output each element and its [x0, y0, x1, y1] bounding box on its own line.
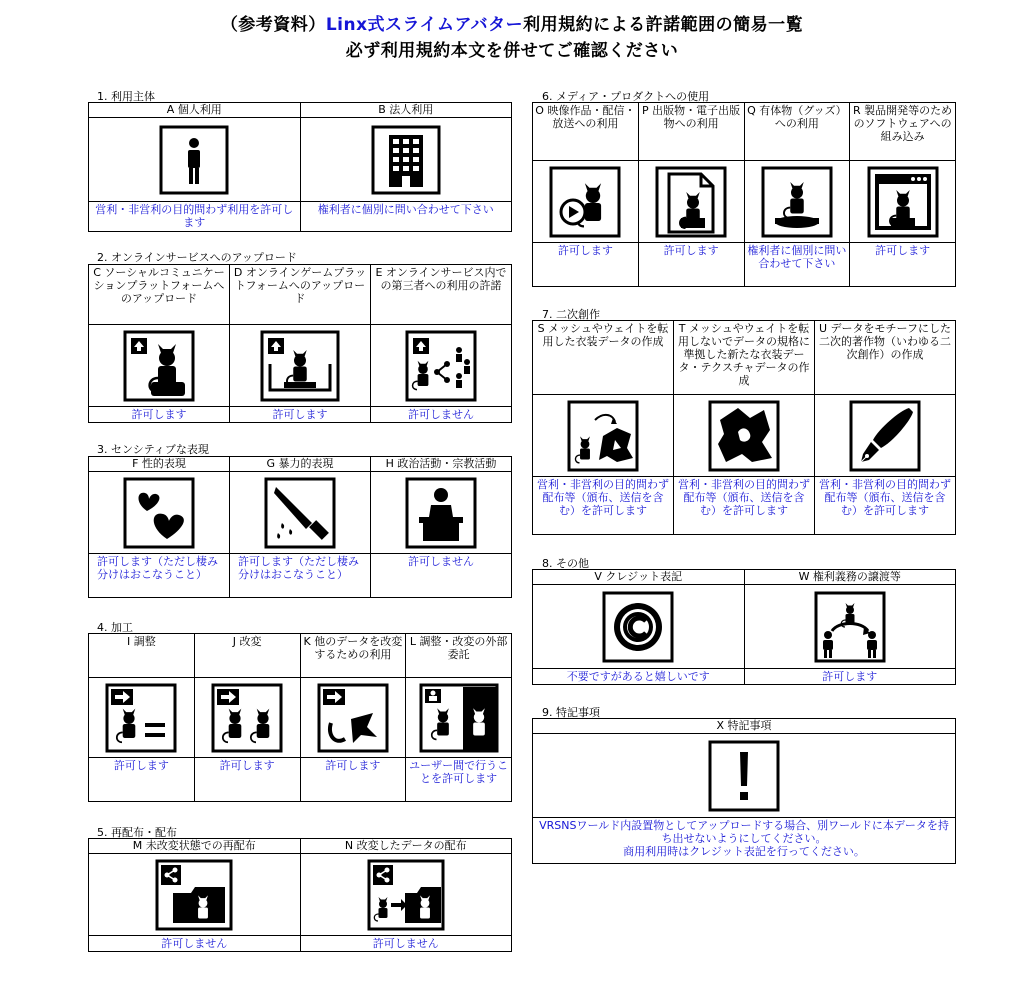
transfer-icon — [814, 591, 886, 663]
modify-icon — [211, 683, 283, 753]
answer-h: 許可しません — [371, 554, 512, 598]
answer-n: 許可しません — [300, 936, 512, 952]
upload-social-icon — [123, 330, 195, 402]
header-q: Q 有体物（グッズ）への利用 — [744, 103, 850, 161]
cat-to-shirt-icon — [567, 400, 639, 472]
speaker-podium-icon — [405, 477, 477, 549]
answer-v: 不要ですがあると嬉しいです — [533, 669, 745, 685]
answer-o: 許可します — [533, 243, 639, 287]
special-note-2: 商用利用時はクレジット表記を行ってください。 — [623, 845, 865, 858]
section-9-table — [532, 718, 956, 864]
answer-d: 許可します — [230, 407, 371, 423]
answer-k: 許可します — [300, 758, 406, 802]
section-2-title: 2. オンラインサービスへのアップロード — [97, 251, 297, 264]
answer-b: 権利者に個別に問い合わせて下さい — [300, 202, 512, 232]
software-window-icon — [867, 166, 939, 238]
answer-c: 許可します — [89, 407, 230, 423]
shirt-icon — [708, 400, 780, 472]
header-v: V クレジット表記 — [533, 570, 745, 585]
header-n: N 改変したデータの配布 — [300, 839, 512, 854]
header-w: W 権利義務の譲渡等 — [744, 570, 956, 585]
section-1-table — [88, 102, 512, 232]
section-5-table — [88, 838, 512, 952]
section-8-title: 8. その他 — [542, 557, 589, 570]
answer-s: 営利・非営利の目的問わず配布等（頒布、送信を含む）を許可します — [533, 477, 674, 535]
share-third-party-icon — [405, 330, 477, 402]
section-7-title: 7. 二次創作 — [542, 308, 600, 321]
header-j: J 改変 — [194, 634, 300, 678]
answer-f: 許可します（ただし棲み分けはおこなうこと） — [89, 554, 230, 598]
header-e: E オンラインサービス内での第三者への利用の許諾 — [371, 265, 512, 325]
answer-j: 許可します — [194, 758, 300, 802]
section-7-table — [532, 320, 956, 535]
header-b: B 法人利用 — [300, 103, 512, 118]
section-6-table — [532, 102, 956, 287]
section-3-table — [88, 456, 512, 598]
header-u: U データをモチーフにした二次的著作物（いわゆる二次創作）の作成 — [815, 321, 956, 395]
answer-e: 許可しません — [371, 407, 512, 423]
header-l: L 調整・改変の外部委託 — [406, 634, 512, 678]
outsource-icon — [419, 683, 499, 753]
page-subtitle: 必ず利用規約本文を併せてご確認ください — [345, 41, 679, 61]
video-play-icon — [549, 166, 621, 238]
header-p: P 出版物・電子出版物への利用 — [638, 103, 744, 161]
hearts-icon — [123, 477, 195, 549]
section-1-title: 1. 利用主体 — [97, 90, 155, 103]
header-d: D オンラインゲームプラットフォームへのアップロード — [230, 265, 371, 325]
building-icon — [371, 125, 441, 195]
answer-l: ユーザー間で行うことを許可します — [406, 758, 512, 802]
upload-game-icon — [260, 330, 340, 402]
share-folder-icon — [155, 859, 233, 931]
answer-w: 許可します — [744, 669, 956, 685]
header-c: C ソーシャルコミュニケーションプラットフォームへのアップロード — [89, 265, 230, 325]
header-a: A 個人利用 — [89, 103, 301, 118]
copyright-icon — [602, 591, 674, 663]
section-4-table — [88, 633, 512, 802]
pen-nib-icon — [849, 400, 921, 472]
exclamation-icon — [708, 740, 780, 812]
header-k: K 他のデータを改変するための利用 — [300, 634, 406, 678]
section-3-title: 3. センシティブな表現 — [97, 443, 209, 456]
answer-q: 権利者に個別に問い合わせて下さい — [744, 243, 850, 287]
section-9-title: 9. 特記事項 — [542, 706, 600, 719]
answer-a: 営利・非営利の目的問わず利用を許可します — [89, 202, 301, 232]
share-modified-folder-icon — [367, 859, 445, 931]
answer-i: 許可します — [89, 758, 195, 802]
header-r: R 製品開発等のためのソフトウェアへの組み込み — [850, 103, 956, 161]
header-o: O 映像作品・配信・放送への利用 — [533, 103, 639, 161]
answer-g: 許可します（ただし棲み分けはおこなうこと） — [230, 554, 371, 598]
answer-m: 許可しません — [89, 936, 301, 952]
transform-icon — [317, 683, 389, 753]
goods-icon — [761, 166, 833, 238]
answer-t: 営利・非営利の目的問わず配布等（頒布、送信を含む）を許可します — [674, 477, 815, 535]
header-f: F 性的表現 — [89, 457, 230, 472]
header-t: T メッシュやウェイトを転用しないでデータの規格に準拠した新たな衣装データ・テクスチャデータの作成 — [674, 321, 815, 395]
header-s: S メッシュやウェイトを転用した衣装データの作成 — [533, 321, 674, 395]
adjust-equal-icon — [105, 683, 177, 753]
answer-u: 営利・非営利の目的問わず配布等（頒布、送信を含む）を許可します — [815, 477, 956, 535]
person-icon — [159, 125, 229, 195]
section-5-title: 5. 再配布・配布 — [97, 826, 177, 839]
section-4-title: 4. 加工 — [97, 621, 133, 634]
header-x: X 特記事項 — [533, 719, 956, 734]
section-2-table — [88, 264, 512, 423]
answer-r: 許可します — [850, 243, 956, 287]
section-8-table — [532, 569, 956, 685]
document-icon — [655, 166, 727, 238]
special-note-1: VRSNSワールド内設置物としてアップロードする場合、別ワールドに本データを持ち出せないようにしてください。 — [539, 819, 949, 845]
knife-icon — [264, 477, 336, 549]
section-6-title: 6. メディア・プロダクトへの使用 — [542, 90, 710, 103]
header-h: H 政治活動・宗教活動 — [371, 457, 512, 472]
header-g: G 暴力的表現 — [230, 457, 371, 472]
answer-p: 許可します — [638, 243, 744, 287]
header-i: I 調整 — [89, 634, 195, 678]
page-title: （参考資料）Linx式スライムアバター利用規約による許諾範囲の簡易一覧 — [220, 15, 804, 35]
header-m: M 未改変状態での再配布 — [89, 839, 301, 854]
